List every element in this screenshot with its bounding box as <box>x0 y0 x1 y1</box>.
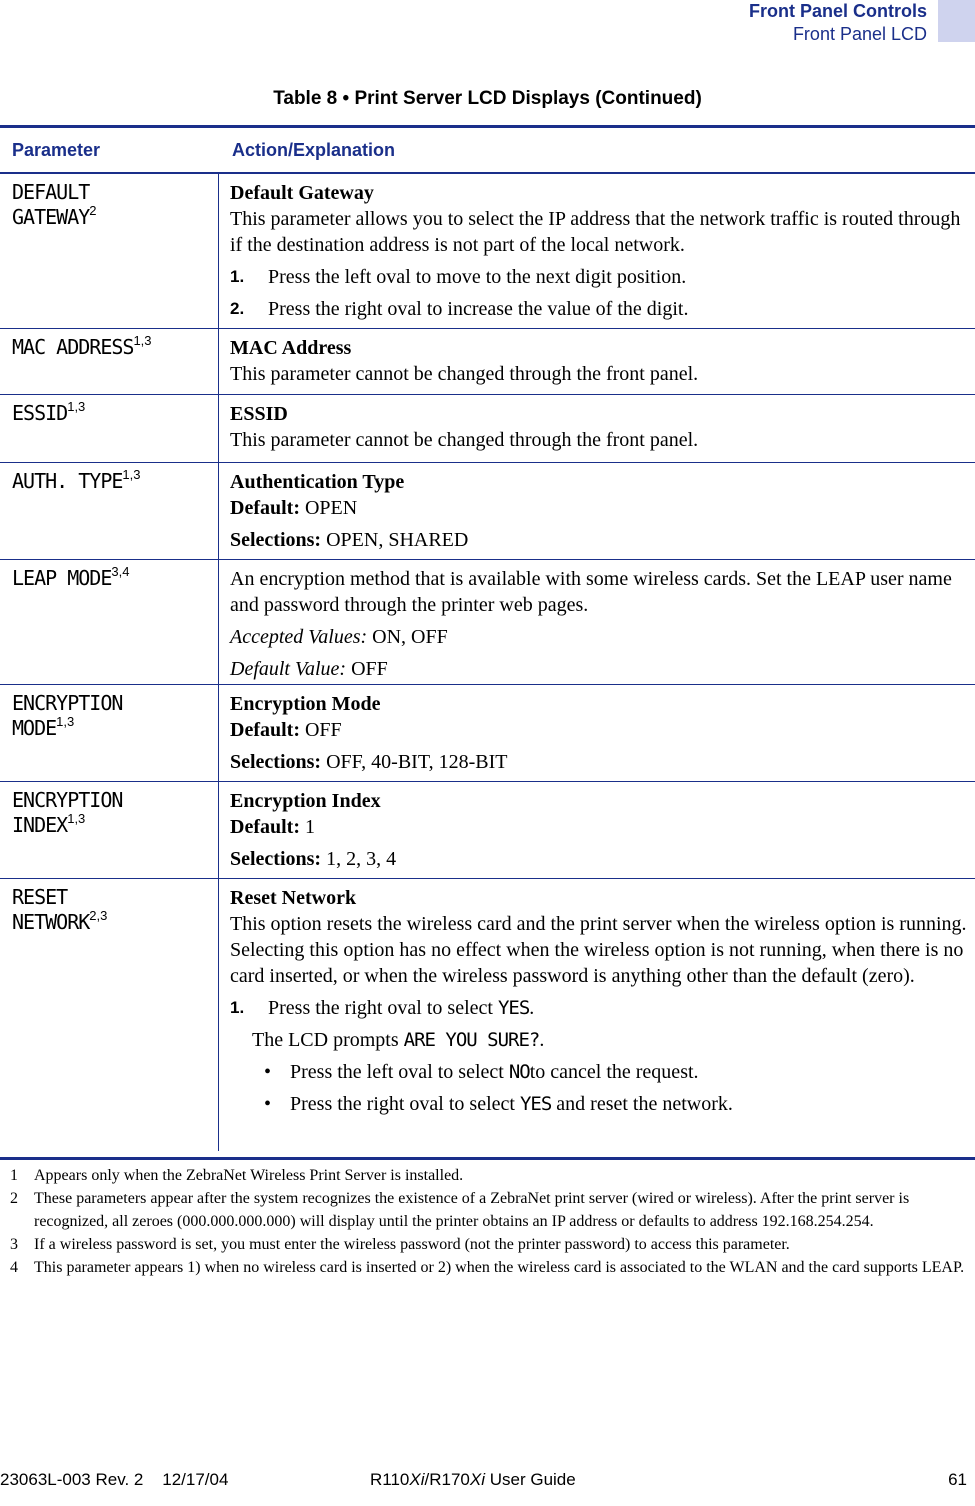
parameter-cell <box>0 782 219 878</box>
explanation-cell <box>219 329 975 394</box>
param-line1: DEFAULT <box>12 180 90 204</box>
footnote-ref: 1,3 <box>56 714 75 729</box>
table-header-row <box>0 128 975 174</box>
footnote: 2 These parameters appear after the system recognizes the existence of a ZebraNet print server (wired or wireless). After the print server is recognized, all zeroes (000.000.000.000) will display until the printer obtains an IP address or defaults to address 192.168.254.254. <box>10 1190 910 1230</box>
accepted-line: Accepted Values: ON, OFF <box>230 626 448 648</box>
explanation-cell <box>219 560 975 684</box>
page-number: 61 <box>948 1470 967 1489</box>
footnote: 4 This parameter appears 1) when no wireless card is inserted or 2) when the wireless card is associated to the WLAN and the card supports LEAP. <box>10 1259 965 1276</box>
footnote-ref: 2 <box>89 203 97 218</box>
footnote-ref: 1,3 <box>133 333 152 348</box>
row-description: An encryption method that is available with some wireless cards. Set the LEAP user name and password through the printer web pages. <box>230 568 952 616</box>
footnote-ref: 2,3 <box>89 908 108 923</box>
param-line1: RESET <box>12 885 68 909</box>
row-title: Authentication Type <box>230 471 405 493</box>
explanation-cell <box>219 685 975 781</box>
param-line2: MODE <box>12 716 57 740</box>
step-item: 1. Press the right oval to select YES. <box>230 997 535 1019</box>
footnote-ref: 3,4 <box>111 564 130 579</box>
table-row <box>0 174 975 329</box>
param-line2: INDEX <box>12 813 68 837</box>
section-title: Front Panel Controls <box>748 1 927 21</box>
row-title: Encryption Mode <box>230 693 381 715</box>
param-name: LEAP MODE <box>12 566 112 590</box>
parameter-cell <box>0 879 219 1151</box>
row-description: This option resets the wireless card and the print server when the wireless option is running. Selecting this option has no effect when the wireless option is not running, when there is no card inserted, or when the wireless password is anything other than the default (zero). <box>230 913 967 987</box>
explanation-cell <box>219 879 975 1151</box>
parameter-cell <box>0 463 219 559</box>
footnote-ref: 1,3 <box>122 467 141 482</box>
param-name: AUTH. TYPE <box>12 469 123 493</box>
explanation-cell <box>219 463 975 559</box>
lcd-text: NO <box>508 1061 530 1083</box>
default-line: Default: OPEN <box>230 497 358 519</box>
guide-title: R110Xi/R170Xi User Guide <box>370 1470 576 1489</box>
param-line2: NETWORK <box>12 910 90 934</box>
row-title: Encryption Index <box>230 790 381 812</box>
lcd-text: YES <box>497 997 530 1019</box>
row-description: This parameter cannot be changed through the front panel. <box>230 363 699 385</box>
param-name: ESSID <box>12 401 68 425</box>
row-description: This parameter allows you to select the IP address that the network traffic is routed through if the destination address is not part of the local network. <box>230 208 961 256</box>
column-header-action: Action/Explanation <box>232 140 396 160</box>
default-line: Default Value: OFF <box>230 658 388 680</box>
lcd-text: YES <box>519 1093 552 1115</box>
param-line1: ENCRYPTION <box>12 788 123 812</box>
bullet-item: • Press the left oval to select NOto cancel the request. <box>264 1061 699 1083</box>
step-item: 2. Press the right oval to increase the value of the digit. <box>230 298 689 320</box>
param-line2: GATEWAY <box>12 205 90 229</box>
document-id: 23063L-003 Rev. 2 12/17/04 <box>0 1470 229 1489</box>
row-title: Reset Network <box>230 887 357 909</box>
lcd-text: ARE YOU SURE? <box>403 1029 540 1051</box>
parameter-cell <box>0 560 219 684</box>
row-title: Default Gateway <box>230 182 374 204</box>
step-item: 1. Press the left oval to move to the next digit position. <box>230 266 687 288</box>
footnote: 3 If a wireless password is set, you must enter the wireless password (not the printer password) to access this parameter. <box>10 1236 790 1253</box>
table-footnotes <box>0 1157 975 1279</box>
row-title: ESSID <box>230 403 288 425</box>
table-row <box>0 685 975 782</box>
table-row <box>0 560 975 685</box>
parameter-cell <box>0 685 219 781</box>
footnote: 1 Appears only when the ZebraNet Wireless Print Server is installed. <box>10 1167 464 1184</box>
parameter-cell <box>0 329 219 394</box>
selections-line: Selections: 1, 2, 3, 4 <box>230 848 397 870</box>
explanation-cell <box>219 174 975 328</box>
row-description: This parameter cannot be changed through the front panel. <box>230 429 699 451</box>
table-caption: Table 8 • Print Server LCD Displays (Continued) <box>273 88 702 109</box>
footnote-ref: 1,3 <box>67 399 86 414</box>
table-row <box>0 879 975 1151</box>
lcd-prompt-line: The LCD prompts ARE YOU SURE?. <box>252 1029 545 1051</box>
subsection-title: Front Panel LCD <box>792 24 927 44</box>
bullet-item: • Press the right oval to select YES and reset the network. <box>264 1093 733 1115</box>
table-row <box>0 395 975 463</box>
default-line: Default: 1 <box>230 816 315 838</box>
parameter-cell <box>0 395 219 462</box>
footnote-ref: 1,3 <box>67 811 86 826</box>
param-line1: ENCRYPTION <box>12 691 123 715</box>
column-header-parameter: Parameter <box>12 140 101 160</box>
parameter-cell <box>0 174 219 328</box>
lcd-displays-table <box>0 125 975 1151</box>
default-line: Default: OFF <box>230 719 342 741</box>
table-row <box>0 463 975 560</box>
param-name: MAC ADDRESS <box>12 335 134 359</box>
running-header <box>749 0 927 46</box>
row-title: MAC Address <box>230 337 352 359</box>
table-row <box>0 329 975 395</box>
selections-line: Selections: OPEN, SHARED <box>230 529 469 551</box>
explanation-cell <box>219 782 975 878</box>
table-row <box>0 782 975 879</box>
explanation-cell <box>219 395 975 462</box>
selections-line: Selections: OFF, 40-BIT, 128-BIT <box>230 751 508 773</box>
header-tab-marker <box>938 0 975 42</box>
